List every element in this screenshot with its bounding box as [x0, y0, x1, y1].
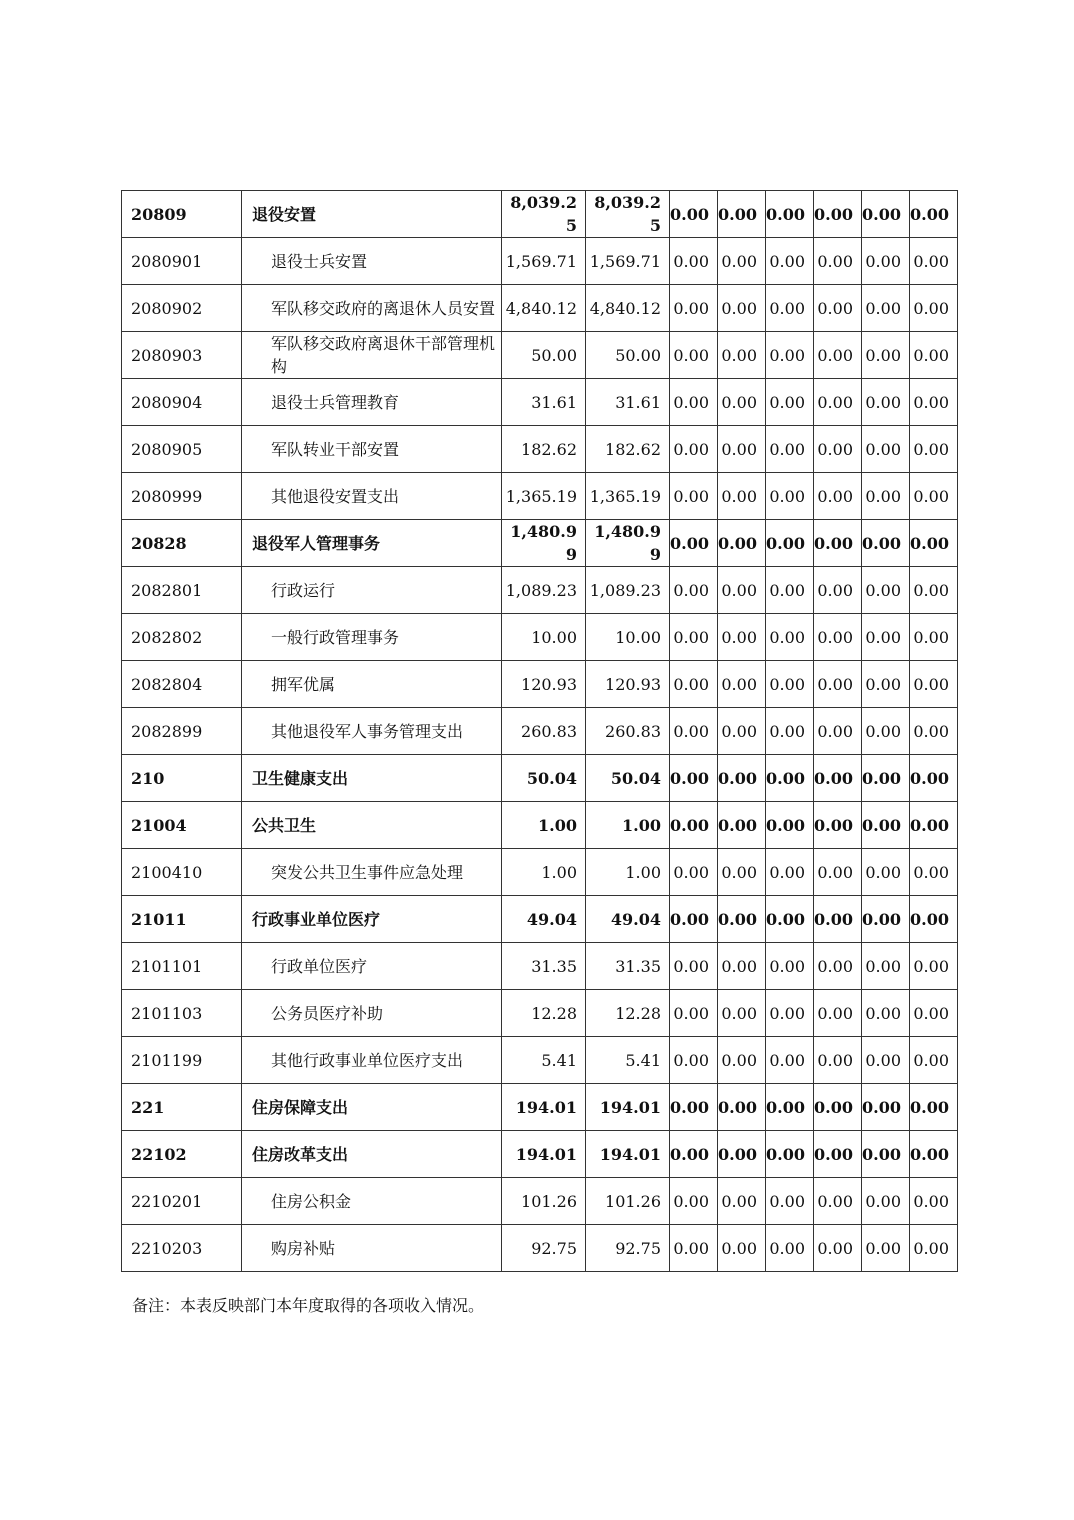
row-zero-value: 0.00 [670, 1037, 718, 1084]
row-zero-value: 0.00 [718, 238, 766, 285]
row-zero-value: 0.00 [718, 849, 766, 896]
row-zero-value: 0.00 [766, 849, 814, 896]
row-amount-fiscal: 10.00 [586, 614, 670, 661]
row-code: 2082899 [122, 708, 242, 755]
budget-table [121, 190, 958, 1272]
row-zero-value: 0.00 [766, 1225, 814, 1272]
row-name: 住房保障支出 [242, 1084, 502, 1131]
row-zero-value: 0.00 [910, 1131, 958, 1178]
row-zero-value: 0.00 [670, 1084, 718, 1131]
table-row [122, 755, 958, 802]
row-name: 一般行政管理事务 [242, 614, 502, 661]
row-name: 军队转业干部安置 [242, 426, 502, 473]
row-code: 2101103 [122, 990, 242, 1037]
row-amount-total: 1,365.19 [502, 473, 586, 520]
row-zero-value: 0.00 [766, 379, 814, 426]
row-zero-value: 0.00 [910, 755, 958, 802]
row-zero-value: 0.00 [862, 1084, 910, 1131]
row-zero-value: 0.00 [910, 426, 958, 473]
row-amount-total: 1.00 [502, 802, 586, 849]
row-amount-fiscal: 182.62 [586, 426, 670, 473]
row-amount-fiscal: 8,039.25 [586, 191, 670, 238]
row-name: 公共卫生 [242, 802, 502, 849]
row-code: 2080999 [122, 473, 242, 520]
row-zero-value: 0.00 [910, 990, 958, 1037]
row-amount-fiscal: 1,089.23 [586, 567, 670, 614]
row-zero-value: 0.00 [670, 1225, 718, 1272]
row-zero-value: 0.00 [910, 285, 958, 332]
row-zero-value: 0.00 [766, 661, 814, 708]
row-name: 退役军人管理事务 [242, 520, 502, 567]
row-code: 21011 [122, 896, 242, 943]
row-zero-value: 0.00 [910, 1037, 958, 1084]
row-zero-value: 0.00 [910, 943, 958, 990]
row-amount-total: 4,840.12 [502, 285, 586, 332]
row-zero-value: 0.00 [814, 661, 862, 708]
row-code: 2080903 [122, 332, 242, 379]
row-zero-value: 0.00 [670, 943, 718, 990]
row-zero-value: 0.00 [718, 1037, 766, 1084]
row-code: 20809 [122, 191, 242, 238]
row-amount-total: 10.00 [502, 614, 586, 661]
row-zero-value: 0.00 [814, 567, 862, 614]
row-zero-value: 0.00 [910, 896, 958, 943]
row-amount-total: 101.26 [502, 1178, 586, 1225]
row-zero-value: 0.00 [910, 567, 958, 614]
row-amount-total: 1,089.23 [502, 567, 586, 614]
row-name: 行政单位医疗 [242, 943, 502, 990]
row-zero-value: 0.00 [670, 332, 718, 379]
row-name: 退役士兵安置 [242, 238, 502, 285]
row-zero-value: 0.00 [766, 426, 814, 473]
row-code: 2100410 [122, 849, 242, 896]
row-zero-value: 0.00 [670, 661, 718, 708]
row-zero-value: 0.00 [814, 614, 862, 661]
table-row [122, 567, 958, 614]
row-zero-value: 0.00 [718, 520, 766, 567]
row-zero-value: 0.00 [814, 943, 862, 990]
row-name: 退役士兵管理教育 [242, 379, 502, 426]
row-amount-total: 194.01 [502, 1131, 586, 1178]
row-code: 2080905 [122, 426, 242, 473]
row-zero-value: 0.00 [718, 285, 766, 332]
row-zero-value: 0.00 [814, 896, 862, 943]
table-row [122, 285, 958, 332]
row-zero-value: 0.00 [718, 1084, 766, 1131]
row-zero-value: 0.00 [718, 379, 766, 426]
row-zero-value: 0.00 [718, 473, 766, 520]
row-zero-value: 0.00 [910, 614, 958, 661]
row-zero-value: 0.00 [862, 802, 910, 849]
row-zero-value: 0.00 [766, 990, 814, 1037]
row-zero-value: 0.00 [910, 520, 958, 567]
row-amount-fiscal: 49.04 [586, 896, 670, 943]
row-code: 2080904 [122, 379, 242, 426]
row-code: 2210201 [122, 1178, 242, 1225]
row-zero-value: 0.00 [910, 849, 958, 896]
row-zero-value: 0.00 [814, 1037, 862, 1084]
row-zero-value: 0.00 [766, 191, 814, 238]
row-code: 20828 [122, 520, 242, 567]
row-name: 住房公积金 [242, 1178, 502, 1225]
row-code: 221 [122, 1084, 242, 1131]
row-zero-value: 0.00 [862, 661, 910, 708]
row-zero-value: 0.00 [910, 191, 958, 238]
row-zero-value: 0.00 [766, 567, 814, 614]
row-amount-total: 31.35 [502, 943, 586, 990]
row-name: 卫生健康支出 [242, 755, 502, 802]
row-amount-total: 182.62 [502, 426, 586, 473]
row-name: 其他行政事业单位医疗支出 [242, 1037, 502, 1084]
table-row [122, 1178, 958, 1225]
row-zero-value: 0.00 [814, 708, 862, 755]
row-zero-value: 0.00 [670, 755, 718, 802]
row-zero-value: 0.00 [814, 285, 862, 332]
row-amount-fiscal: 92.75 [586, 1225, 670, 1272]
row-amount-fiscal: 1,365.19 [586, 473, 670, 520]
row-zero-value: 0.00 [718, 990, 766, 1037]
row-zero-value: 0.00 [766, 332, 814, 379]
row-zero-value: 0.00 [814, 238, 862, 285]
row-name: 购房补贴 [242, 1225, 502, 1272]
row-amount-fiscal: 1,569.71 [586, 238, 670, 285]
row-zero-value: 0.00 [862, 238, 910, 285]
row-zero-value: 0.00 [670, 426, 718, 473]
row-zero-value: 0.00 [862, 1178, 910, 1225]
row-zero-value: 0.00 [766, 896, 814, 943]
row-amount-fiscal: 1.00 [586, 802, 670, 849]
row-zero-value: 0.00 [814, 990, 862, 1037]
row-zero-value: 0.00 [718, 708, 766, 755]
row-zero-value: 0.00 [862, 1131, 910, 1178]
row-zero-value: 0.00 [718, 567, 766, 614]
row-amount-total: 50.00 [502, 332, 586, 379]
row-zero-value: 0.00 [766, 1178, 814, 1225]
row-zero-value: 0.00 [766, 1131, 814, 1178]
row-name: 行政运行 [242, 567, 502, 614]
row-amount-total: 1,569.71 [502, 238, 586, 285]
table-row [122, 191, 958, 238]
row-zero-value: 0.00 [718, 1225, 766, 1272]
row-zero-value: 0.00 [718, 614, 766, 661]
row-zero-value: 0.00 [718, 896, 766, 943]
table-row [122, 614, 958, 661]
row-zero-value: 0.00 [910, 708, 958, 755]
row-zero-value: 0.00 [670, 379, 718, 426]
row-zero-value: 0.00 [862, 990, 910, 1037]
row-zero-value: 0.00 [910, 1178, 958, 1225]
row-zero-value: 0.00 [814, 332, 862, 379]
row-zero-value: 0.00 [814, 473, 862, 520]
table-row [122, 379, 958, 426]
row-zero-value: 0.00 [910, 332, 958, 379]
row-zero-value: 0.00 [718, 755, 766, 802]
row-name: 退役安置 [242, 191, 502, 238]
row-name: 拥军优属 [242, 661, 502, 708]
table-row [122, 661, 958, 708]
row-code: 2082801 [122, 567, 242, 614]
row-zero-value: 0.00 [766, 238, 814, 285]
row-zero-value: 0.00 [718, 1131, 766, 1178]
table-body [122, 191, 958, 1272]
row-name: 公务员医疗补助 [242, 990, 502, 1037]
row-zero-value: 0.00 [862, 1225, 910, 1272]
row-amount-total: 260.83 [502, 708, 586, 755]
table-row [122, 1037, 958, 1084]
row-zero-value: 0.00 [766, 1037, 814, 1084]
row-zero-value: 0.00 [670, 520, 718, 567]
row-amount-fiscal: 194.01 [586, 1131, 670, 1178]
row-zero-value: 0.00 [910, 379, 958, 426]
row-code: 2082804 [122, 661, 242, 708]
row-amount-total: 49.04 [502, 896, 586, 943]
row-zero-value: 0.00 [670, 849, 718, 896]
row-zero-value: 0.00 [910, 802, 958, 849]
table-row [122, 708, 958, 755]
row-zero-value: 0.00 [766, 614, 814, 661]
row-amount-total: 50.04 [502, 755, 586, 802]
row-name: 其他退役安置支出 [242, 473, 502, 520]
row-code: 2101101 [122, 943, 242, 990]
row-zero-value: 0.00 [766, 943, 814, 990]
row-zero-value: 0.00 [862, 614, 910, 661]
row-amount-total: 194.01 [502, 1084, 586, 1131]
row-zero-value: 0.00 [862, 1037, 910, 1084]
row-zero-value: 0.00 [766, 285, 814, 332]
row-zero-value: 0.00 [670, 1131, 718, 1178]
row-amount-fiscal: 120.93 [586, 661, 670, 708]
row-zero-value: 0.00 [814, 1225, 862, 1272]
row-name: 住房改革支出 [242, 1131, 502, 1178]
row-zero-value: 0.00 [862, 473, 910, 520]
row-zero-value: 0.00 [718, 661, 766, 708]
row-zero-value: 0.00 [862, 191, 910, 238]
row-zero-value: 0.00 [670, 990, 718, 1037]
row-code: 2080901 [122, 238, 242, 285]
row-zero-value: 0.00 [766, 520, 814, 567]
row-amount-total: 31.61 [502, 379, 586, 426]
row-zero-value: 0.00 [862, 755, 910, 802]
table-row [122, 238, 958, 285]
table-row [122, 426, 958, 473]
row-zero-value: 0.00 [910, 238, 958, 285]
row-amount-total: 120.93 [502, 661, 586, 708]
row-zero-value: 0.00 [670, 238, 718, 285]
table-row [122, 849, 958, 896]
row-zero-value: 0.00 [814, 849, 862, 896]
row-zero-value: 0.00 [862, 567, 910, 614]
row-name: 突发公共卫生事件应急处理 [242, 849, 502, 896]
row-zero-value: 0.00 [718, 1178, 766, 1225]
row-zero-value: 0.00 [766, 473, 814, 520]
row-code: 2080902 [122, 285, 242, 332]
row-amount-total: 1,480.99 [502, 520, 586, 567]
row-amount-fiscal: 1.00 [586, 849, 670, 896]
row-name: 军队移交政府离退休干部管理机构 [242, 332, 502, 379]
table-row [122, 1131, 958, 1178]
row-zero-value: 0.00 [814, 1178, 862, 1225]
row-amount-fiscal: 31.35 [586, 943, 670, 990]
row-amount-fiscal: 5.41 [586, 1037, 670, 1084]
table-row [122, 1225, 958, 1272]
row-name: 其他退役军人事务管理支出 [242, 708, 502, 755]
row-zero-value: 0.00 [862, 520, 910, 567]
row-zero-value: 0.00 [862, 708, 910, 755]
row-code: 2210203 [122, 1225, 242, 1272]
row-code: 21004 [122, 802, 242, 849]
row-zero-value: 0.00 [910, 1225, 958, 1272]
row-zero-value: 0.00 [766, 1084, 814, 1131]
row-zero-value: 0.00 [814, 426, 862, 473]
row-zero-value: 0.00 [718, 943, 766, 990]
row-zero-value: 0.00 [814, 1084, 862, 1131]
row-zero-value: 0.00 [814, 802, 862, 849]
row-zero-value: 0.00 [670, 473, 718, 520]
row-amount-total: 12.28 [502, 990, 586, 1037]
row-zero-value: 0.00 [718, 332, 766, 379]
row-zero-value: 0.00 [766, 802, 814, 849]
row-zero-value: 0.00 [910, 661, 958, 708]
table-row [122, 943, 958, 990]
row-zero-value: 0.00 [910, 1084, 958, 1131]
table-row [122, 1084, 958, 1131]
row-zero-value: 0.00 [814, 1131, 862, 1178]
row-zero-value: 0.00 [814, 379, 862, 426]
row-zero-value: 0.00 [670, 896, 718, 943]
row-amount-fiscal: 12.28 [586, 990, 670, 1037]
row-zero-value: 0.00 [862, 943, 910, 990]
table-row [122, 520, 958, 567]
row-amount-total: 5.41 [502, 1037, 586, 1084]
row-zero-value: 0.00 [670, 191, 718, 238]
row-amount-fiscal: 1,480.99 [586, 520, 670, 567]
row-code: 2082802 [122, 614, 242, 661]
row-name: 行政事业单位医疗 [242, 896, 502, 943]
row-zero-value: 0.00 [670, 614, 718, 661]
table-row [122, 896, 958, 943]
row-zero-value: 0.00 [862, 285, 910, 332]
row-amount-total: 92.75 [502, 1225, 586, 1272]
row-code: 22102 [122, 1131, 242, 1178]
row-zero-value: 0.00 [670, 802, 718, 849]
row-zero-value: 0.00 [910, 473, 958, 520]
row-zero-value: 0.00 [670, 1178, 718, 1225]
row-zero-value: 0.00 [718, 426, 766, 473]
row-zero-value: 0.00 [814, 755, 862, 802]
row-zero-value: 0.00 [718, 802, 766, 849]
row-amount-total: 8,039.25 [502, 191, 586, 238]
table-row [122, 473, 958, 520]
row-code: 210 [122, 755, 242, 802]
row-zero-value: 0.00 [670, 285, 718, 332]
row-amount-fiscal: 50.04 [586, 755, 670, 802]
row-zero-value: 0.00 [670, 708, 718, 755]
row-zero-value: 0.00 [862, 426, 910, 473]
row-zero-value: 0.00 [862, 896, 910, 943]
row-zero-value: 0.00 [862, 379, 910, 426]
row-name: 军队移交政府的离退休人员安置 [242, 285, 502, 332]
row-zero-value: 0.00 [670, 567, 718, 614]
row-amount-fiscal: 50.00 [586, 332, 670, 379]
row-amount-fiscal: 194.01 [586, 1084, 670, 1131]
row-amount-fiscal: 4,840.12 [586, 285, 670, 332]
row-zero-value: 0.00 [718, 191, 766, 238]
table-row [122, 990, 958, 1037]
table-row [122, 332, 958, 379]
row-zero-value: 0.00 [814, 191, 862, 238]
row-code: 2101199 [122, 1037, 242, 1084]
row-zero-value: 0.00 [766, 755, 814, 802]
row-zero-value: 0.00 [766, 708, 814, 755]
row-zero-value: 0.00 [862, 849, 910, 896]
row-zero-value: 0.00 [862, 332, 910, 379]
row-amount-total: 1.00 [502, 849, 586, 896]
row-amount-fiscal: 31.61 [586, 379, 670, 426]
row-amount-fiscal: 260.83 [586, 708, 670, 755]
row-amount-fiscal: 101.26 [586, 1178, 670, 1225]
row-zero-value: 0.00 [814, 520, 862, 567]
table-row [122, 802, 958, 849]
table-note: 备注：本表反映部门本年度取得的各项收入情况。 [132, 1296, 485, 1315]
